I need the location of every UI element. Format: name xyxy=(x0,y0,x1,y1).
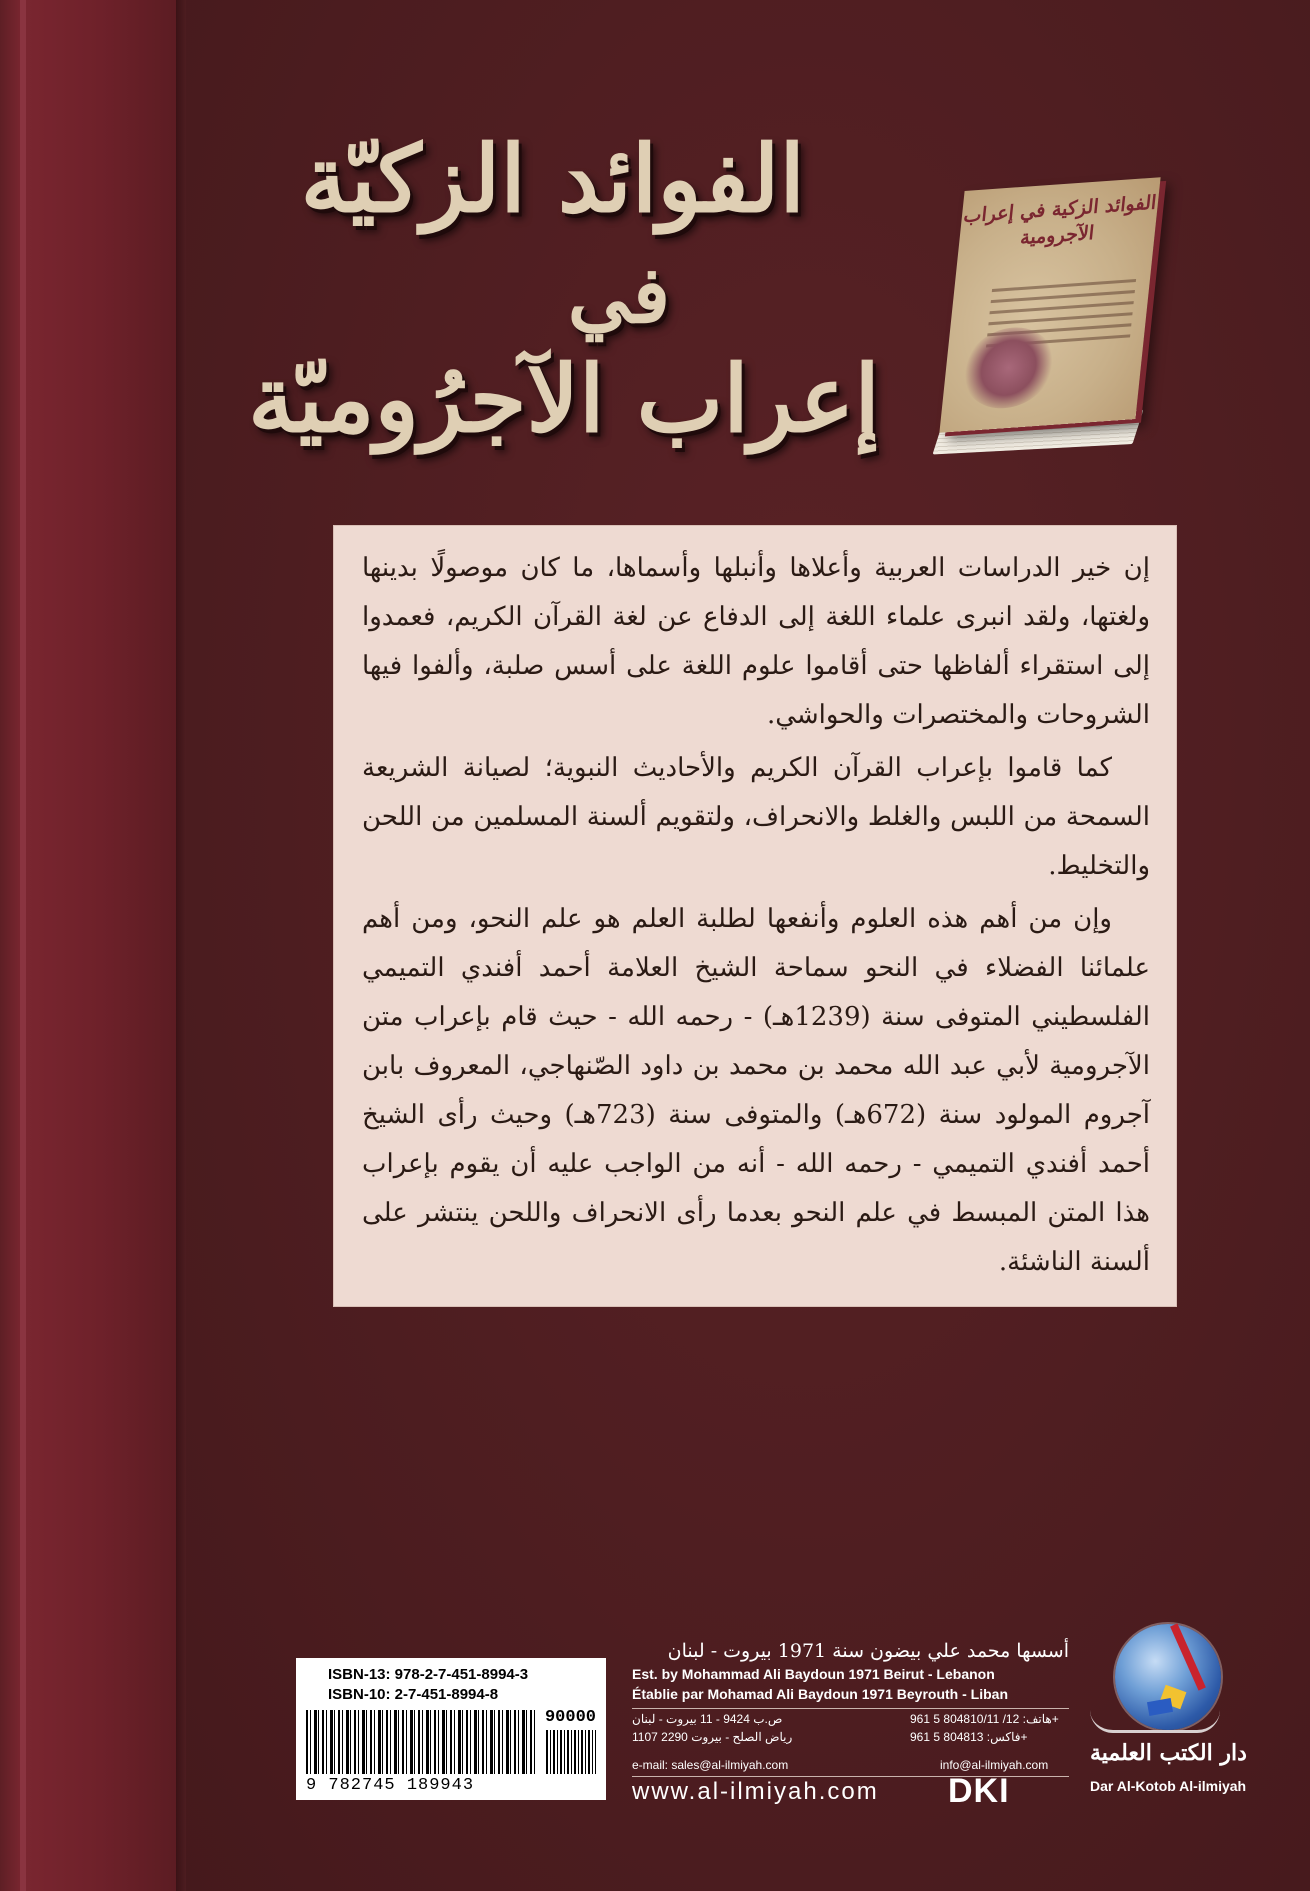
barcode-digits: 9 782745 189943 xyxy=(306,1776,475,1795)
isbn-10: ISBN-10: 2-7-451-8994-8 xyxy=(328,1686,499,1703)
book-spine xyxy=(0,0,182,1891)
publisher-established-english: Est. by Mohammad Ali Baydoun 1971 Beirut - Lebanon xyxy=(632,1666,995,1682)
book-thumbnail-cover xyxy=(939,177,1160,432)
website-url: www.al-ilmiyah.com xyxy=(632,1778,879,1805)
blurb-paragraph-3: وإن من أهم هذه العلوم وأنفعها لطلبة العلم هو علم النحو، ومن أهم علمائنا الفضلاء في النحو سماحة الشيخ العلامة أحمد أفندي التميمي الفلسطيني المتوفى سنة (1239هـ) - رحمه الله - حيث قام بإعراب متن الآجرومية لأبي عبد الله محمد بن محمد بن داود الصّنهاجي، المعروف بابن آجروم المولود سنة (672هـ) والمتوفى سنة (723هـ) وحيث رأى الشيخ أحمد أفندي التميمي - رحمه الله - أنه من الواجب عليه أن يقوم بإعراب هذا المتن المبسط في علم النحو بعدما رأى الانحراف واللحن ينتشر على ألسنة الناشئة. xyxy=(362,904,1151,1277)
po-box: ص.ب 9424 - 11 بيروت - لبنان xyxy=(632,1712,783,1726)
divider xyxy=(632,1708,1069,1709)
publisher-name-english: Dar Al-Kotob Al-ilmiyah xyxy=(1090,1778,1247,1794)
blurb-paragraph-1: إن خير الدراسات العربية وأعلاها وأنبلها وأسماها، ما كان موصولًا بدينها ولغتها، ولقد انبرى علماء اللغة إلى الدفاع عن لغة القرآن الكريم، فعمدوا إلى استقراء ألفاظها حتى أقاموا علوم اللغة على أسس صلبة، وألفوا فيها الشروحات والمختصرات والحواشي. xyxy=(362,553,1150,730)
fax-number: فاكس: 804813 5 961+ xyxy=(910,1730,1028,1744)
phone-number: هاتف: 12/ 804810/11 5 961+ xyxy=(910,1712,1059,1726)
blurb-paragraph-2: كما قاموا بإعراب القرآن الكريم والأحاديث النبوية؛ لصيانة الشريعة السمحة من اللبس والغلط والانحراف، ولتقويم ألسنة المسلمين من اللحن والتخليط. xyxy=(362,753,1150,881)
title-line-1: الفوائد الزكيّة xyxy=(300,125,805,233)
spine-shadow xyxy=(176,0,186,1891)
publisher-founded-arabic: أسسها محمد علي بيضون سنة 1971 بيروت - لبنان xyxy=(667,1640,1069,1662)
publisher-name-arabic: دار الكتب العلمية xyxy=(1090,1740,1247,1766)
info-email: info@al-ilmiyah.com xyxy=(940,1758,1049,1772)
blurb-text xyxy=(362,544,1150,1291)
book-thumbnail-title: الفوائد الزكية في إعراب الآجرومية xyxy=(962,191,1158,250)
isbn-barcode-box xyxy=(296,1658,606,1800)
blurb-panel xyxy=(334,526,1176,1306)
price-code: 90000 xyxy=(544,1708,596,1727)
barcode-addon xyxy=(546,1730,596,1774)
barcode xyxy=(306,1710,536,1774)
book-thumbnail xyxy=(938,185,1158,465)
address: رياض الصلح - بيروت 2290 1107 xyxy=(632,1730,793,1744)
spine-stripe xyxy=(20,0,26,1891)
logo-swoosh xyxy=(1090,1710,1220,1733)
dki-logo: DKI xyxy=(948,1772,1010,1810)
isbn-13: ISBN-13: 978-2-7-451-8994-3 xyxy=(328,1666,529,1683)
publisher-established-french: Établie par Mohamad Ali Baydoun 1971 Beyrouth - Liban xyxy=(632,1686,1008,1702)
sales-email: e-mail: sales@al-ilmiyah.com xyxy=(632,1758,789,1772)
book-thumbnail-ornament xyxy=(959,324,1057,411)
title-line-2: في xyxy=(567,250,670,341)
title-line-3: إعراب الآجرُوميّة xyxy=(248,345,880,453)
